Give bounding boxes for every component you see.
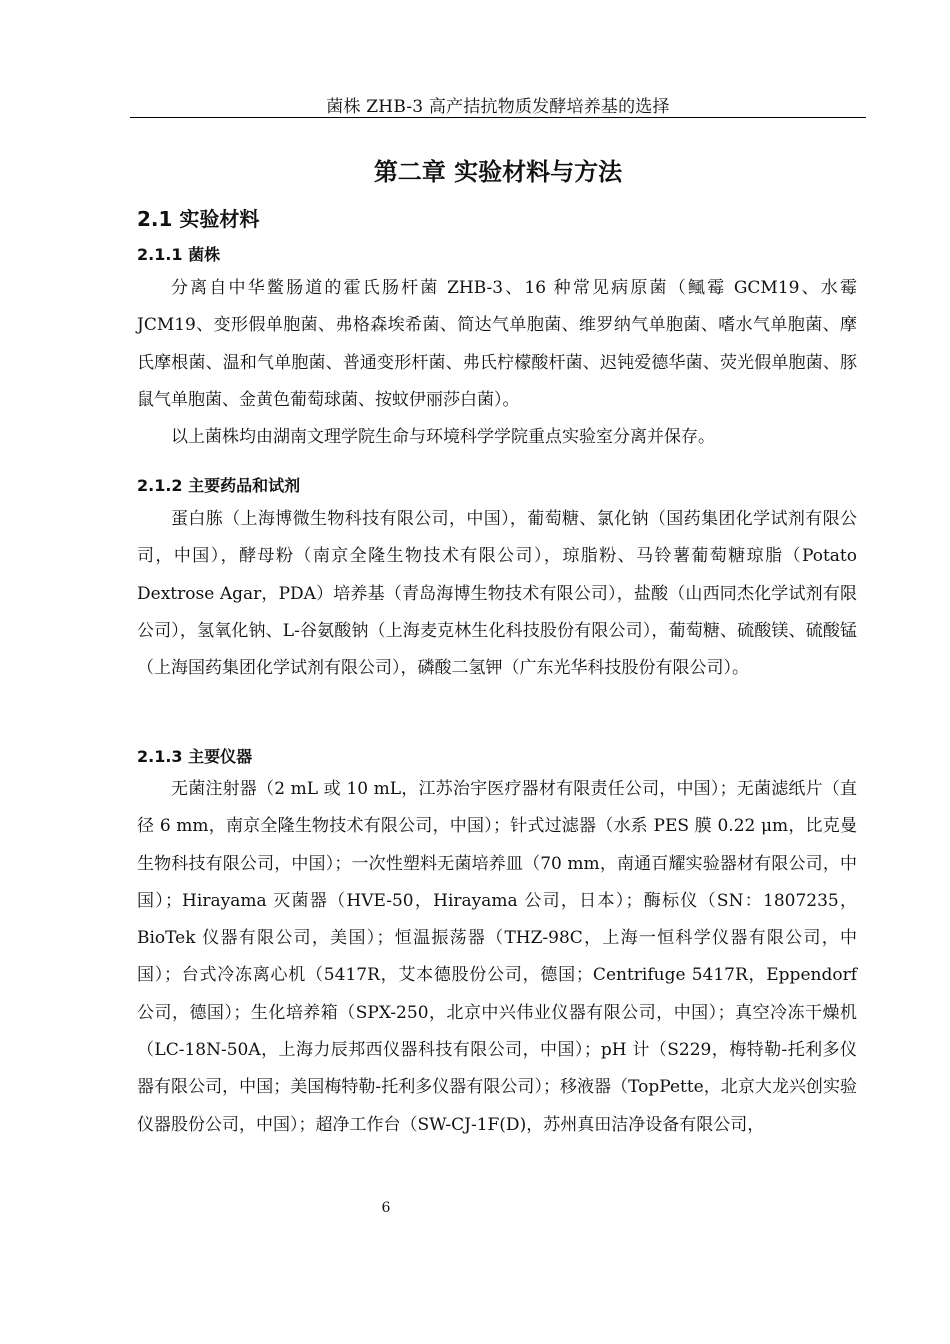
subsection-heading-2-1-3: 2.1.3 主要仪器 bbox=[137, 747, 253, 766]
paragraph-strains-source: 以上菌株均由湖南文理学院生命与环境科学学院重点实验室分离并保存。 bbox=[171, 427, 715, 447]
paragraph-reagents: 蛋白胨（上海博微生物科技有限公司，中国），葡萄糖、氯化钠（国药集团化学试剂有限公司，中国），酵母粉（南京全隆生物技术有限公司），琼脂粉、马铃薯葡萄糖琼脂（Potato Dextrose Agar，PDA）培养基（青岛海博生物技术有限公司），盐酸（山西同杰化学试剂有限公司），氢氧化钠、L-谷氨酸钠（上海麦克林生化科技股份有限公司），葡萄糖、硫酸镁、硫酸锰（上海国药集团化学试剂有限公司），磷酸二氢钾（广东光华科技股份有限公司）。 bbox=[137, 509, 857, 679]
paragraph-strains: 分离自中华鳖肠道的霍氏肠杆菌 ZHB-3、16 种常见病原菌（鲺霉 GCM19、水霉 JCM19、变形假单胞菌、弗格森埃希菌、简达气单胞菌、维罗纳气单胞菌、嗜水气单胞菌、摩氏摩根菌、温和气单胞菌、普通变形杆菌、弗氏柠檬酸杆菌、迟钝爱德华菌、荧光假单胞菌、豚鼠气单胞菌、金黄色葡萄球菌、按蚊伊丽莎白菌）。 bbox=[137, 278, 857, 410]
running-header: 菌株 ZHB-3 高产拮抗物质发酵培养基的选择 bbox=[326, 97, 670, 117]
chapter-title: 第二章 实验材料与方法 bbox=[373, 158, 623, 186]
paragraph-instruments: 无菌注射器（2 mL 或 10 mL，江苏治宇医疗器材有限责任公司，中国）；无菌滤纸片（直径 6 mm，南京全隆生物技术有限公司，中国）；针式过滤器（水系 PES 膜 0.22 μm，比克曼生物科技有限公司，中国）；一次性塑料无菌培养皿（70 mm，南通百耀实验器材有限公司，中国）；Hirayama 灭菌器（HVE-50，Hirayama 公司，日本）；酶标仪（SN：1807235，BioTek 仪器有限公司，美国）；恒温振荡器（THZ-98C，上海一恒科学仪器有限公司，中国）；台式冷冻离心机（5417R，艾本德股份公司，德国；Centrifuge 5417R，Eppendorf 公司，德国）；生化培养箱（SPX-250，北京中兴伟业仪器有限公司，中国）；真空冷冻干燥机（LC-18N-50A，上海力辰邦西仪器科技有限公司，中国）；pH 计（S229，梅特勒-托利多仪器有限公司，中国；美国梅特勒-托利多仪器有限公司）；移液器（TopPette，北京大龙兴创实验仪器股份公司，中国）；超净工作台（SW-CJ-1F(D)，苏州真田洁净设备有限公司， bbox=[137, 779, 857, 1135]
page-number: 6 bbox=[381, 1200, 391, 1216]
subsection-heading-2-1-1: 2.1.1 菌株 bbox=[137, 245, 221, 264]
header-rule bbox=[130, 117, 866, 118]
subsection-heading-2-1-2: 2.1.2 主要药品和试剂 bbox=[137, 476, 301, 495]
section-heading-2-1: 2.1 实验材料 bbox=[137, 207, 260, 231]
